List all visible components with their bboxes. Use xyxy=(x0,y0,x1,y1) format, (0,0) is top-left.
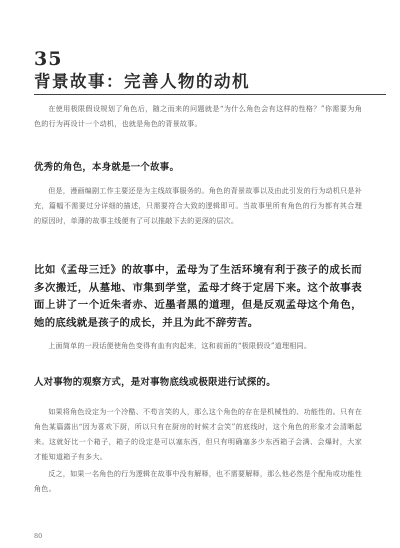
title-divider xyxy=(34,94,386,95)
heading-excellent-character xyxy=(34,159,362,173)
paragraph-text: 如果将角色设定为一个冷酷、不苟言笑的人，那么这个角色的存在是机械性的、功能性的。只有在角色某篇露出“因为喜欢下厨，所以只有在厨房的时候才会笑”的底线时，这个角色的形象才会清晰起来。这就好比一个箱子，箱子的设定是可以塞东西，但只有明确塞多少东西箱子会满、会爆时，大家才能知道箱子有多大。 xyxy=(34,407,362,461)
paragraph-text: 上面简单的一段话便使角色变得有血有肉起来，这和前面的“极限假设”道理相同。 xyxy=(48,341,312,350)
chapter-number: 35 xyxy=(34,48,63,70)
chapter-title: 背景故事：完善人物的动机 xyxy=(34,72,250,91)
page-number: 80 xyxy=(34,532,43,540)
paragraph-cold-character xyxy=(34,404,362,464)
paragraph-intro xyxy=(34,101,362,131)
emphasis-paragraph: 比如《孟母三迁》的故事中，孟母为了生活环境有利于孩子的成长而多次搬迁，从墓地、市集到学堂，孟母才终于定居下来。这个故事表面上讲了一个近朱者赤、近墨者黑的道理，但是反观孟母这个角色，她的底线就是孩子的成长，并且为此不辞劳苦。 xyxy=(34,264,362,329)
paragraph-summary xyxy=(34,338,362,353)
paragraph-text: 在使用极限假设规划了角色后，随之而来的问题就是“为什么角色会有这样的性格？”你需要为角色的行为再设计一个动机，也就是角色的背景故事。 xyxy=(34,104,362,128)
paragraph-mengmu-example xyxy=(34,262,362,332)
paragraph-text: 反之，如果一名角色的行为逻辑在故事中没有解释，也不需要解释，那么他必然是个配角或功能性角色。 xyxy=(34,469,362,493)
paragraph-supporting-role xyxy=(34,466,362,496)
paragraph-text: 但是，漫画编剧工作主要还是为主线故事服务的。角色的背景故事以及由此引发的行为动机只是补充，篇幅不需要过分详细的描述，只需要符合大致的逻辑即可。当故事里所有角色的行为都有其合理的原因时，单薄的故事主线便有了可以推敲下去的更深的层次。 xyxy=(34,186,362,225)
section-heading: 人对事物的观察方式，是对事物底线或极限进行试探的。 xyxy=(34,377,276,388)
heading-observation xyxy=(34,374,362,388)
paragraph-story-service xyxy=(34,183,362,228)
section-heading: 优秀的角色，本身就是一个故事。 xyxy=(34,162,180,173)
